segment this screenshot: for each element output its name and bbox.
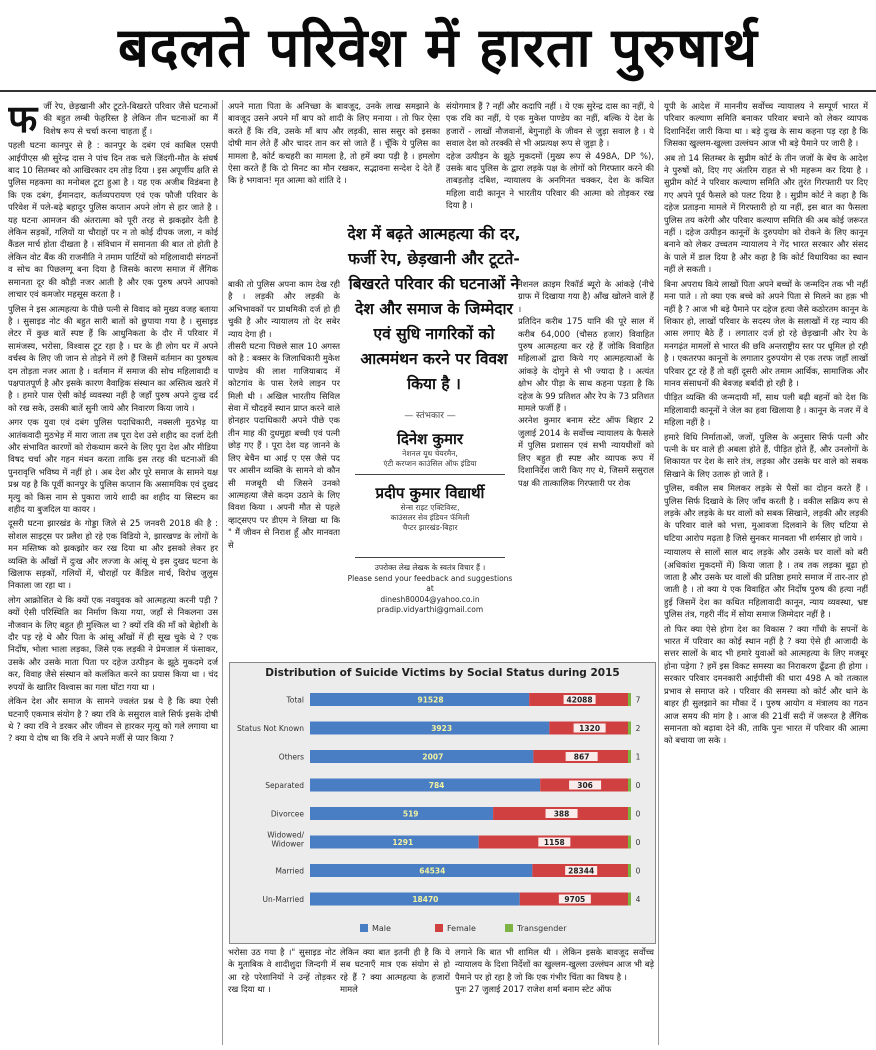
transgender-value-label: 2 [635,724,641,733]
bottom-text-3: लगाने कि बात भी शामिल थी । लेकिन इसके बावजूद सर्वोच्च न्यायालय के दिशा निर्देशों का खुल्लम-खुल्ला उल्लंघन आज भी बड़े पैमाने पर हो रहा है जो कि एक गंभीर चिंता का विषय है । पुनः 27 जुलाई 2017 राजेश शर्मा बनाम स्टेट ऑफ [455,947,654,995]
female-value-label: 28344 [568,866,595,876]
article-column-3b [518,278,654,618]
male-value-label: 1291 [392,838,414,847]
transgender-value-label: 0 [635,838,641,847]
male-bar [310,722,549,735]
paragraph: पुलिस, वकील सब मिलकर लड़के से पैसों का दोहन करते हैं । पुलिस सिर्फ दिखावे के लिए जाँच करती है । वकील सक्रिय रूप से लड़के और लड़के के घर वालों को सबक सिखाने, लड़की और लड़की के परिवार वाले को भत्ता, मुआवजा दिलवाने के लिए घटिया से घटिया आरोप मढ़ता है जिसे सुनकर मानवता भी शर्मसार हो जाये । [664,483,868,543]
transgender-value-label: 7 [635,695,641,705]
feedback-box [345,552,515,618]
female-value-label: 306 [577,781,593,790]
female-value-label: 1320 [579,724,601,733]
female-legend-label: Female [447,924,476,933]
category-label: Widowed/ Widower [267,830,304,849]
male-value-label: 64534 [419,866,446,876]
paragraph: न्यायालय से सालों साल बाद लड़के और उसके घर वालों को बरी (अधिकांश मुकदमों में) किया जाता है । तब तक लड़का बूढ़ा हो जाता है और उसके घर वालों की प्रतिष्ठा हमारे समाज में तार-तार हो जाती है । तो क्या ये एक विवाहित और निर्दोष पुरुष की हत्या नहीं हुई जिसमें देश का कथित महिलावादी कानून, न्याय व्यवस्था, भ्रष्ट पुलिस तंत्र, गहरी नींद में सोया समाज जिम्मेदार नहीं है । [664,547,868,620]
paragraph: र्जी रेप, छेड़खानी और टूटते-बिखरते परिवार जैसे घटनाओं की बहुत लम्बी फेहरिस्त है लेकिन तीन घटनाओं का मैं विशेष रूप से चर्चा करना चाहता हूँ । [43,101,218,136]
suicide-chart [229,662,656,944]
female-value-label: 42088 [566,695,593,705]
divider [355,557,505,558]
category-label: Divorcee [270,809,304,819]
category-label: Married [275,866,304,876]
email-link[interactable]: dinesh80004@yahoo.co.in [380,594,480,604]
drop-cap: फ [8,100,38,141]
article-column-2b [228,278,340,618]
transgender-bar [628,893,631,906]
paragraph: नेशनल क्राइम रिकॉर्ड ब्यूरो के आंकड़े (नीचे ग्राफ में दिखाया गया है) आँख खोलने वाले हैं । प्रतिदिन करीब 175 यानि की पूरे साल में करीब 64,000 (चौसठ हजार) विवाहित पुरुष आत्महत्या कर रहे हैं जोकि विवाहित महिलाओं द्वारा किये गए आत्महत्याओं के आंकड़े के दोगुने से भी ज्यादा है । अत्यंत क्षोभ और पीड़ा के साथ कहना पड़ता है कि दहेज के 99 प्रतिशत और रेप के 73 प्रतिशत मामले फर्जी हैं । अरनेश कुमार बनाम स्टेट ऑफ बिहार 2 जुलाई 2014 के सर्वोच्च न्यायालय के फैसले में पुलिस प्रशासन एवं सभी न्यायधीशों को लिए बहुत ही स्पष्ट और व्यापक रूप में दिशानिर्देश जारी किए गए थे, जिसमें ससुराल पक्ष की तात्कालिक गिरफ्तारी पर रोक [518,279,654,488]
columnist-tag: — स्तंभकार — [404,411,456,421]
male-value-label: 91528 [417,695,444,705]
email-link[interactable]: pradip.vidyarthi@gmail.com [376,605,484,614]
transgender-bar [628,750,631,763]
category-label: Status Not Known [237,724,304,733]
pull-quote: देश में बढ़ते आत्महत्या की दर, फर्जी रेप, छेड़खानी और टूटते-बिखरते परिवार की घटनाओं ने देश और समाज के जिम्मेदार एवं सुधि नागरिकों को आत्ममंथन करने पर विवश किया है । [347,225,521,393]
transgender-bar [628,722,631,735]
column-divider [658,100,659,1045]
female-legend-swatch [435,924,443,932]
paragraph: हमारे विधि निर्माताओं, जजों, पुलिस के अनुसार सिर्फ पत्नी और पत्नी के घर वाले ही अबला होते हैं, पीड़ित होते हैं, और उनलोगों के शिकायत पर देश के सारे तंत्र, लड़का और उसके घर वाले को सबक सिखाने के लिए उतारू हो जाते हैं । [664,431,868,479]
category-label: Separated [265,781,304,790]
article-column-1 [8,100,218,1045]
paragraph: बिना अपराध किये लाखों पिता अपने बच्चों के जन्मदिन तक भी नहीं मना पाते । तो क्या एक बच्चे को अपने पिता से मिलने का हक़ भी नहीं है ? आज भी बड़े पैमाने पर दहेज हत्या जैसे कठोरतम कानून के शिकार हो, लाखों परिवार के सदस्य जेल के सलाखों में रह न्याय की आस लगाए बैठे हैं । लगातार दर्ज हो रहे छेड़खानी और रेप के मनगढ़ंत मामलों से भारत की छवि अन्तराष्ट्रीय स्तर पर धूमिल हो रही है । एकतरफा कानूनों के लगातार दुरुपयोग से एक तरफ जहाँ लाखों परिवार टूट रहे हैं तो वहीं दूसरी ओर तमाम आर्थिक, सामाजिक और मानव संसाधनों की बेवजह बर्बादी हो रही है । [664,278,868,388]
paragraph: यूपी के आदेश में माननीय सर्वोच्च न्यायालय ने सम्पूर्ण भारत में परिवार कल्याण समिति बनाकर परिवार बचाने को लेकर व्यापक दिशानिर्देश जारी किया था । बड़े दुःख के साथ कहना पड़ रहा है कि जिसका खुल्लम-खुल्ला उल्लंघन आज भी बड़े पैमाने पर जारी है । [664,101,868,149]
transgender-legend-swatch [505,924,513,932]
disclaimer: उपरोक्त लेख लेखक के स्वतंत्र विचार हैं । [374,563,486,572]
paragraph: लोग आक्रोशित थे कि क्यों एक नवयुवक को आत्महत्या करनी पड़ी ? क्यों ऐसी परिस्थिति का निर्माण किया गया, जहाँ से निकलना उस नौजवान के लिए बहुत ही मुश्किल था ? क्यों रवि की माँ को बेहोशी के दौर पड़ रहे थे और पिता के आंसू आँखों में ही सूख चुके थे ? एक निर्दोष, भोला भाला लड़का, जिसे एक लड़की ने प्रेमजाल में फंसाकर, उसके और उसके माता पिता पर दहेज उत्पीड़न के झूठे मुकदमे दर्ज कर, विवाह जैसे संस्थान को कलंकित करने का प्रयास किया था । चंद रुपयों के खातिर विश्वास का गला घोंटा गया था । [8,594,218,692]
category-label: Total [286,695,304,705]
male-value-label: 519 [402,809,419,819]
transgender-bar [628,807,631,820]
female-value-label: 867 [573,752,590,762]
transgender-bar [628,864,631,877]
male-value-label: 3923 [431,724,453,733]
transgender-bar [628,779,631,792]
byline-box [345,402,515,552]
paragraph: तो फिर क्या ऐसे होगा देश का विकास ? क्या गाँधी के सपनों के भारत में परिवार का कोई स्थान नहीं है ? क्या ऐसे ही आजादी के सत्तर सालों के बाद भी हमारे युवाओं को आत्महत्या के लिए मजबूर होना पड़ेगा ? हमें इस विकट समस्या का निराकरण ढूँढना ही होगा । सरकार परिवार दमनकारी आईपीसी की धारा 498 A को तत्काल प्रभाव से समाप्त करे । परिवार की समस्या को कोर्ट और थाने के बाहर ही सुलझाने का मौका दें । पुरुष आयोग व मंत्रालय का गठन आज समय की मांग है । आज की 21वीं सदी में जरूरत है लैंगिक समानता को बढ़ावा देने की, ताकि पुनः भारत में परिवार की आत्मा को बचाया जा सके । [664,623,868,746]
column-divider [222,100,223,1045]
paragraph: पीड़ित व्यक्ति की जन्मदायी माँ, साथ पली बढ़ी बहनों को देश कि महिलावादी कानूनों ने जेल का हवा खिलाया है । कानून के नजर में वे महिला नहीं है । [664,392,868,428]
author-name: प्रदीप कुमार विद्यार्थी [375,484,485,502]
male-bar [310,807,493,820]
male-value-label: 784 [428,781,445,790]
male-value-label: 2007 [422,752,444,762]
transgender-legend-label: Transgender [517,924,567,933]
transgender-bar [628,836,631,849]
paragraph: लेकिन देश और समाज के सामने ज्वलंत प्रश्न ये है कि क्या ऐसी घटनाएँ एकमात्र संयोग है ? क्या रवि के ससुराल वाले सिर्फ इसके दोषी थे ? क्या रवि ने डरकर और जीवन से हारकर मृत्यु को गले लगाया था ? क्या ये दोष था कि रवि ने अपने मर्जी से प्यार किया ? [8,696,218,744]
paragraph: बाकी तो पुलिस अपना काम देख रही है । लड़की और लड़की के अभिभावकों पर प्राथमिकी दर्ज हो ही चुकी है और न्यायालय तो देर सबेर न्याय देगा ही । तीसरी घटना पिछले साल 10 अगस्त को है : बक्सर के जिलाधिकारी मुकेश पाण्डेय की लाश गाजियाबाद में कोटगांव के पास रेलवे लाइन पर मिली थी । अखिल भारतीय सिविल सेवा में चौदहवें स्थान प्राप्त करने वाले होनहार पदाधिकारी अपने पीछे एक तीन माह की दुधमुहा बच्ची एवं पत्नी छोड़ गए हैं । पूरा देश यह जानने के लिए बेचैन था आई ए एस जैसे पद पर आसीन व्यक्ति के सामने वो कौन सी मजबूरी थी जिसने उनको आत्महत्या जैसे कदम उठाने के लिए विवश किया । अपनी मौत से पहले व्हाट्सएप पर डीएम ने लिखा था कि " मैं जीवन से निराश हूँ और मानवता से [228,279,340,550]
paragraph: अब तो 14 सितम्बर के सुप्रीम कोर्ट के तीन जजों के बेंच के आदेश ने पुरुषों को, दिए गए अंतरिम राहत से भी महरूम कर दिया है । सुप्रीम कोर्ट ने परिवार कल्याण समिति और तुरंत गिरफ्तारी पर दिए गए अपने पूर्व फैसले को पलट दिया है । सुप्रीम कोर्ट ने कहा है कि दहेज प्रताड़ना मामले में गिरफ्तारी हो या नहीं, इस बात का फैसला पुलिस तय करेगी और परिवार कल्याण समिति की अब कोई जरूरत नहीं । दहेज उत्पीड़न कानूनों के दुरुपयोग को रोकने के लिए कानून बनाने को लेकर उच्चतम न्यायालय ने गेंद भारत सरकार और संसद के पाले में डाल दिया है और कहा है कि कोर्ट विधायिका का स्थान नहीं ले सकती । [664,152,868,275]
author-description: चैप्टर झारखंड-बिहार [402,523,458,532]
male-legend-swatch [360,924,368,932]
male-bar [310,779,540,792]
chart-svg [230,663,655,943]
paragraph: पहली घटना कानपुर से है : कानपुर के दबंग एवं काबिल एसपी आईपीएस श्री सुरेन्द्र दास ने पांच दिन तक चले जिंदगी-मौत के संघर्ष बाद 10 सितम्बर को आखिरकार दम तोड़ दिया । इस अपूर्णीय क्षति से पुलिस महकमा का मनोबल टूटा हुआ है । यह एक अजीब विडंबना है कि एक दबंग, ईमानदार, कर्तव्यपरायण एवं एक फौजी परिवार के परिवेश में पले-बढ़े बहादुर पुलिस कप्तान अपने लोग से हार जाते है । यह घटना आमजन की अंतरात्मा को पूरी तरह से झकझोर देती है लेकिन सड़कों, गलियों या चौराहों पर न तो कोई दीपक जला, न कोई कैंडल मार्च होता दीखता है । संविधान में समानता की बात तो होती है लेकिन वोट बैंक की राजनीति ने तमाम पार्टियों को महिलावादी संगठनों व सोच का पिछलग्गू बना दिया है जिसके कारण समाज में लैंगिक समानता दूर की कौड़ी नजर आती है और एक पुरुष अपने आपको लाचार एवं कमजोर महसूस करता है । [8,140,218,300]
author-description: एंटी करप्शन काउंसिल ऑफ इंडिया [383,459,477,468]
paragraph: संयोगमात्र हैं ? नहीं और कदापि नहीं । ये एक सुरेन्द्र दास का नहीं, ये एक रवि का नहीं, ये एक मुकेश पाण्डेय का नहीं, बल्कि ये देश के हजारों - लाखों नौजवानों, बेगुनाहों के जीवन से जुड़ा सवाल है । ये सवाल देश को तरक्की से भी अप्रत्यक्ष रूप से जुड़ा है । दहेज उत्पीड़न के झूठे मुकदमों (मुख्य रूप से 498A, DP %), उसके बाद पुलिस के द्वारा लड़के पक्ष के लोगों को गिरफ्तार करने की ताबड़तोड़ दबिश, न्यायालय के अनगिनत चक्कर, देश के कथित महिला वादी कानून ने भारतीय परिवार की आत्मा को तोड़कर रख दिया है । [446,101,654,211]
category-label: Un-Married [262,895,304,904]
transgender-value-label: 0 [635,781,641,790]
paragraph: दूसरी घटना झारखंड के गोड्डा जिले से 25 जनवरी 2018 की है : सोशल साइट्स पर फ़्लैश हो रहे एक विडियो ने, झारखण्ड के लोगों के मन मस्तिष्क को झकझोर कर रख दिया था और इसको लेकर हर व्यक्ति के आँखों में दुःख और लज्जा के आंसू थे इस दुखद घटना के खिलाफ सड़कों, गलियों में, चौराहों पर कैंडिल मार्च, विरोध जुलुस निकाला जा रहा था । [8,518,218,591]
transgender-value-label: 4 [635,895,641,904]
headline: बदलते परिवेश में हारता पुरुषार्थ [0,0,876,92]
paragraph: पुलिस ने इस आत्महत्या के पीछे पत्नी से विवाद को मुख्य वजह बताया है । सुसाइड नोट की बहुत सारी बातों को छुपाया गया है । सुसाइड लेटर में कुछ बातें स्पष्ट हैं कि आधुनिकता के दौर में परिवार में सामंजस्य, भरोसा, विश्वास टूट रहा है । घर के ही लोग घर में अपने वर्चस्व के लिए जी जान से तोड़ने में लगे हैं जिसमें वर्तमान का पुरुषत्व दम तोड़ता नजर आता है । वर्तमान में समाज की सोच महिलावादी व पक्षपातपूर्ण है और इसके कारण वैवाहिक संस्थान का अस्तित्व खतरे में है । हमारे पास ऐसी कोई व्यवस्था नहीं है जहाँ पुरुष अपने दुःख दर्द को रख सके, उसकी बातें सुनी जाये और निवारण किया जाये । [8,303,218,413]
transgender-value-label: 1 [635,752,641,762]
author-description: काउंसलर सेव इंडियन फॅमिली [390,513,470,522]
paragraph: अपने माता पिता के अनिच्छा के बावजूद, उनके लाख समझाने के बावजूद उसने अपने माँ बाप को शादी के लिए मनाया । तो फिर ऐसा करते हैं कि रवि, उसके माँ बाप और लड़की, सास ससुर को इसका दोषी मान लेते हैं और चादर तान कर सो जाते हैं । चूँकि ये पुलिस का मामला है, कोर्ट कचहरी का मामला है, तो हमें क्या पड़ी है । हमलोग ऐसा करते हैं कि दो मिनट का मौन रखकर, सद्भावना सन्देश दे देते हैं कि हे भगवान! मृत आत्मा को शांति दे । [228,101,440,186]
divider [355,474,505,475]
transgender-bar [628,693,631,706]
transgender-value-label: 0 [635,866,641,876]
female-value-label: 9705 [564,895,586,904]
male-value-label: 18470 [412,895,439,904]
female-value-label: 1158 [543,838,565,847]
chart-title: Distribution of Suicide Victims by Social Status during 2015 [265,667,620,679]
transgender-value-label: 0 [635,809,641,819]
author-description: नेशनल यूथ चेयरमैन, [402,449,458,458]
bottom-text-2: लेकिन क्या बात इतनी ही है कि ये सब घटनाएँ मात्र एक संयोग से हो रहे हैं ? क्या आत्महत्या के हजारों मामले [340,947,450,995]
author-description: सेन्स राइट एक्टिविस्ट, [400,503,460,512]
paragraph: अगर एक युवा एवं दबंग पुलिस पदाधिकारी, नक्सली मुठभेड़ या आतंकवादी मुठभेड़ में मारा जाता तब पूरा देश उसे शहीद का दर्जा देती और संभावित कारणों को रोकथाम करने के लिए पूरा देश और मीडिया विषद चर्चा और गहन मंथन करता ताकि इस तरह की घटनाओं की पुनरावृत्ति भविष्य में नहीं हो । अब देश और पूरे समाज के सामने यक्ष प्रश्न यह है कि पूर्वी कानपुर के पुलिस कप्तान कि असामयिक एवं दुखद मृत्यु को किस नाम से पुकारा जाये शादी का शहीद या सिस्टम का शहीद या बुजदिल या कायर । [8,417,218,514]
feedback-line: Please send your feedback and suggestions at [347,573,513,593]
female-value-label: 388 [553,809,570,819]
category-label: Others [278,752,304,762]
author-name: दिनेश कुमार [396,430,464,448]
male-legend-label: Male [372,924,391,933]
article-column-4 [664,100,868,1045]
bottom-text-1: भरोसा उठ गया है ।" सुसाइड नोट के मुताबिक वे शादीशुदा जिन्दगी में आ रहे परेशानियों ने उन्हें तोड़कर रख दिया था । [228,947,336,995]
